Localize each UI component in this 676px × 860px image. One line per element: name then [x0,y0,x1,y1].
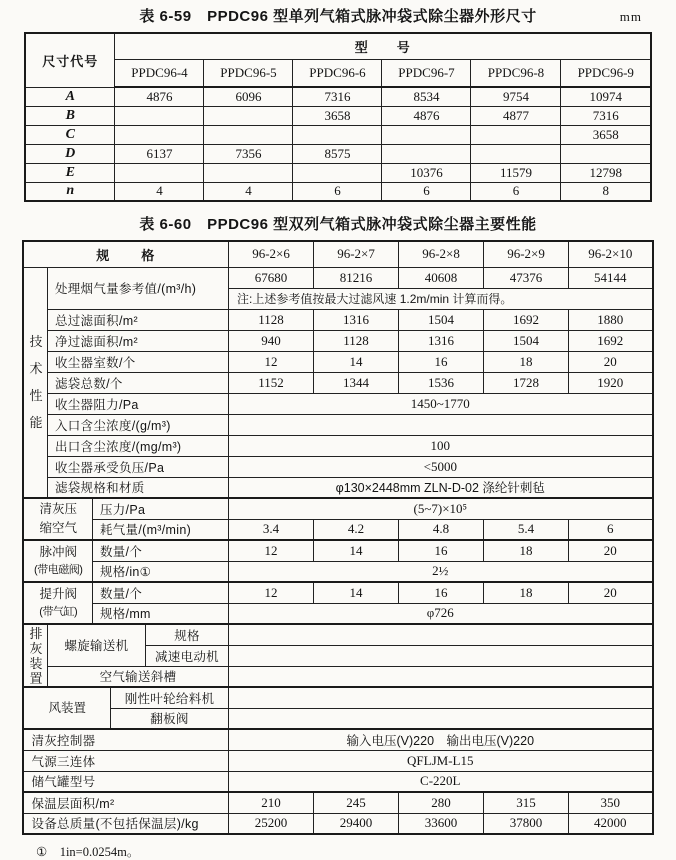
table-row [25,33,651,59]
row-label-resistance: 收尘器阻力/Pa [47,393,228,414]
row-label-air-consumption: 耗气量/(m³/min) [92,519,228,540]
cell-value: 11579 [471,163,561,182]
cell-value: 1920 [569,372,653,393]
table-row [23,540,652,561]
col-header-spec: 96-2×9 [484,241,569,267]
table-row [23,456,652,477]
cell-value: 67680 [229,267,314,288]
row-label-air-tank-model: 储气罐型号 [23,771,228,792]
cell-value-span: 100 [229,435,653,456]
cell-value: 210 [229,792,314,813]
section-label-lift-valve [23,582,92,624]
section-label-line: 清灰压 [39,502,77,517]
cell-value: 1128 [314,330,399,351]
col-header-model: PPDC96-7 [382,59,471,87]
row-label-screw-conveyor: 螺旋输送机 [47,624,145,666]
cell-value [115,163,204,182]
table-row [23,309,652,330]
cell-value: 18 [484,540,569,561]
section-label-line: (带电磁阀) [34,564,83,577]
col-header-spec: 96-2×7 [314,241,399,267]
row-label-pulse-valve-qty: 数量/个 [92,540,228,561]
row-label-total-equipment-mass: 设备总质量(不包括保温层)/kg [23,813,228,834]
cell-value [382,144,471,163]
cell-value: 6 [471,182,561,201]
table-row [23,624,652,645]
cell-value: 47376 [484,267,569,288]
row-label-pressure: 压力/Pa [92,498,228,519]
section-label-fan-device: 风装置 [23,687,110,729]
row-label-inlet-concentration: 入口含尘浓度/(g/m³) [47,414,228,435]
row-label-net-filter-area: 净过滤面积/m² [47,330,228,351]
cell-value: 7316 [293,87,382,106]
cell-value: 5.4 [484,519,569,540]
cell-value: 8 [561,182,651,201]
table-row [23,750,652,771]
table-row [23,330,652,351]
cell-value: 6096 [204,87,293,106]
table-6-59-title-row [0,6,676,28]
col-header-model: PPDC96-5 [204,59,293,87]
cell-value: 350 [569,792,653,813]
cell-value: 245 [314,792,399,813]
table-row [23,708,652,729]
cell-value: 1504 [399,309,484,330]
row-label-lift-valve-qty: 数量/个 [92,582,228,603]
cell-value-span [229,666,653,687]
cell-value: 6 [293,182,382,201]
cell-value-span [229,645,653,666]
cell-value: 940 [229,330,314,351]
cell-value: 42000 [569,813,653,834]
cell-value: 16 [399,540,484,561]
spec-header: 规 格 [23,241,228,267]
cell-value: 14 [314,582,399,603]
cell-value: 1692 [484,309,569,330]
table-row [23,393,652,414]
row-label-air-chute: 空气输送斜槽 [47,666,228,687]
table-row [23,729,652,750]
cell-value: 4876 [382,106,471,125]
cell-value-span: φ130×2448mm ZLN-D-02 涤纶针刺毡 [229,477,653,498]
row-label-cleaning-controller: 清灰控制器 [23,729,228,750]
table-row [25,125,651,144]
cell-value [293,163,382,182]
cell-value: 54144 [569,267,653,288]
cell-value-span [229,687,653,708]
table-row [23,771,652,792]
table-6-59-dimensions [24,32,652,202]
section-label-cleaning-compressed-air [23,498,92,540]
cell-value: 280 [399,792,484,813]
cell-value: 12798 [561,163,651,182]
cell-value: 33600 [399,813,484,834]
cell-value: 7316 [561,106,651,125]
cell-value: 1536 [399,372,484,393]
table-row [25,163,651,182]
cell-value: 4 [204,182,293,201]
cell-value: 7356 [204,144,293,163]
cell-value: 4877 [471,106,561,125]
row-label-bag-spec-material: 滤袋规格和材质 [47,477,228,498]
table-row [23,561,652,582]
cell-value: 29400 [314,813,399,834]
cell-value: 4.2 [314,519,399,540]
cell-value: 1692 [569,330,653,351]
table-row [25,59,651,87]
cell-value: 40608 [399,267,484,288]
footnote-inch-conversion: ① 1in=0.0254m。 [36,845,140,859]
cell-value [204,106,293,125]
cell-value: 16 [399,582,484,603]
row-label-dimension: n [25,182,115,201]
cell-value-span [229,624,653,645]
col-header-spec: 96-2×8 [399,241,484,267]
cell-value-span [229,708,653,729]
table-row [25,144,651,163]
table-row [23,582,652,603]
cell-value-span: <5000 [229,456,653,477]
cell-value [382,125,471,144]
table-row [23,351,652,372]
row-label-dimension: D [25,144,115,163]
cell-value-span: QFLJM-L15 [229,750,653,771]
cell-value: 6 [382,182,471,201]
table-row [23,519,652,540]
cell-value-span: 1450~1770 [229,393,653,414]
section-label-technical-performance: 技术性能 [23,267,47,498]
cell-value: 8534 [382,87,471,106]
row-label-bag-count: 滤袋总数/个 [47,372,228,393]
group-header-model: 型 号 [115,33,651,59]
cell-value-span: 输入电压(V)220 输出电压(V)220 [229,729,653,750]
cell-value: 1344 [314,372,399,393]
table-6-60-title-row [0,214,676,236]
corner-header-size-code: 尺寸代号 [25,33,115,87]
cell-value-span: φ726 [229,603,653,624]
table-row [25,87,651,106]
section-label-ash-discharge: 排灰装置 [23,624,47,687]
cell-value: 20 [569,582,653,603]
cell-value: 315 [484,792,569,813]
row-label-flap-valve: 翻板阀 [110,708,228,729]
section-label-line: 缩空气 [39,521,77,535]
row-label-dimension: A [25,87,115,106]
row-label-insulation-area: 保温层面积/m² [23,792,228,813]
cell-value [115,106,204,125]
cell-value: 3658 [293,106,382,125]
col-header-model: PPDC96-6 [293,59,382,87]
table-6-60-performance [22,240,653,835]
unit-label-mm: mm [619,9,642,24]
table-row [23,687,652,708]
cell-value: 1880 [569,309,653,330]
cell-value: 12 [229,351,314,372]
row-label-gas-flow: 处理烟气量参考值/(m³/h) [47,267,228,309]
cell-value [115,125,204,144]
col-header-model: PPDC96-4 [115,59,204,87]
cell-value: 8575 [293,144,382,163]
cell-value [471,125,561,144]
cell-value: 1152 [229,372,314,393]
cell-value-span: C-220L [229,771,653,792]
cell-value: 10974 [561,87,651,106]
row-label-dimension: B [25,106,115,125]
note-text: 注:上述参考值按最大过滤风速 1.2m/min 计算而得。 [229,288,653,309]
row-label-lift-valve-spec: 规格/mm [92,603,228,624]
table-row [25,182,651,201]
table-row [23,498,652,519]
row-label-air-source-triplet: 气源三连体 [23,750,228,771]
cell-value-span [229,414,653,435]
cell-value: 20 [569,351,653,372]
cell-value: 18 [484,351,569,372]
section-label-line: 脉冲阀 [39,545,77,560]
col-header-model: PPDC96-8 [471,59,561,87]
table-6-59-title: 表 6-59 PPDC96 型单列气箱式脉冲袋式除尘器外形尺寸 [139,8,537,25]
cell-value: 1316 [314,309,399,330]
table-row [23,813,652,834]
table-row [23,414,652,435]
table-row [23,477,652,498]
table-row [23,603,652,624]
cell-value: 25200 [229,813,314,834]
row-label-rigid-impeller-feeder: 刚性叶轮给料机 [110,687,228,708]
row-label-negative-pressure: 收尘器承受负压/Pa [47,456,228,477]
cell-value: 14 [314,540,399,561]
table-row [23,267,652,288]
cell-value: 81216 [314,267,399,288]
cell-value: 10376 [382,163,471,182]
col-header-spec: 96-2×6 [229,241,314,267]
cell-value: 4876 [115,87,204,106]
cell-value: 12 [229,540,314,561]
cell-value [471,144,561,163]
cell-value [204,125,293,144]
row-label-chamber-count: 收尘器室数/个 [47,351,228,372]
table-6-60-title: 表 6-60 PPDC96 型双列气箱式脉冲袋式除尘器主要性能 [139,216,537,233]
cell-value-span: 2½ [229,561,653,582]
section-label-line: (带气缸) [39,606,78,619]
cell-value: 4 [115,182,204,201]
cell-value: 18 [484,582,569,603]
cell-value: 3658 [561,125,651,144]
cell-value: 6137 [115,144,204,163]
cell-value-span: (5~7)×10⁵ [229,498,653,519]
row-label-pulse-valve-spec: 规格/in① [92,561,228,582]
cell-value: 37800 [484,813,569,834]
cell-value: 4.8 [399,519,484,540]
row-label-dimension: C [25,125,115,144]
cell-value: 14 [314,351,399,372]
cell-value: 6 [569,519,653,540]
cell-value: 3.4 [229,519,314,540]
table-row [23,241,652,267]
cell-value [204,163,293,182]
table-row [25,106,651,125]
row-label-outlet-concentration: 出口含尘浓度/(mg/m³) [47,435,228,456]
col-header-model: PPDC96-9 [561,59,651,87]
row-label-screw-spec: 规格 [145,624,228,645]
col-header-spec: 96-2×10 [569,241,653,267]
cell-value: 1128 [229,309,314,330]
cell-value [293,125,382,144]
table-row [23,666,652,687]
table-row [23,792,652,813]
cell-value: 9754 [471,87,561,106]
cell-value: 1316 [399,330,484,351]
cell-value: 1504 [484,330,569,351]
row-label-gear-motor: 减速电动机 [145,645,228,666]
cell-value: 1728 [484,372,569,393]
table-row [23,372,652,393]
table-row [23,435,652,456]
cell-value: 20 [569,540,653,561]
section-label-line: 提升阀 [39,587,77,602]
cell-value: 16 [399,351,484,372]
cell-value: 12 [229,582,314,603]
section-label-pulse-valve [23,540,92,582]
row-label-dimension: E [25,163,115,182]
row-label-total-filter-area: 总过滤面积/m² [47,309,228,330]
cell-value [561,144,651,163]
